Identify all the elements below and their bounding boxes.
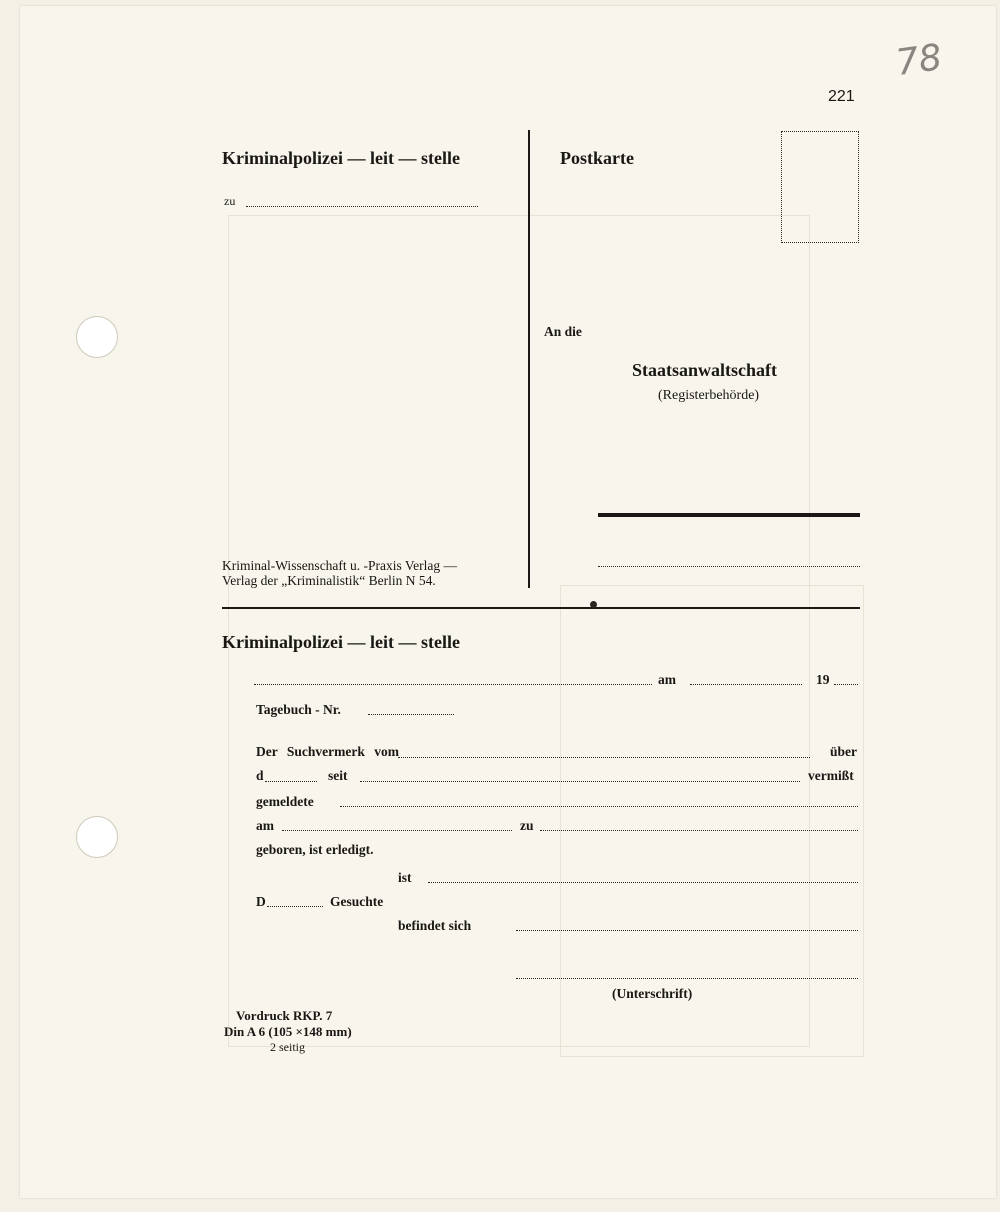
tagebuch-label: Tagebuch - Nr.	[256, 702, 341, 717]
seitig-label: 2 seitig	[270, 1040, 305, 1054]
am-line-2	[282, 830, 512, 831]
handwritten-archive-number: 78	[893, 37, 945, 84]
vermisst-label: vermißt	[808, 768, 854, 783]
punch-hole-top	[76, 316, 118, 358]
address-line-2	[598, 566, 860, 567]
ueber-label: über	[830, 744, 857, 759]
year-line	[834, 684, 858, 685]
card-separator	[222, 607, 860, 609]
d2-line	[267, 906, 323, 907]
befindet-label: befindet sich	[398, 918, 472, 933]
zu-line-2	[540, 830, 858, 831]
der-suchvermerk-label: Der Suchvermerk vom	[256, 744, 399, 759]
postkarte-title: Postkarte	[560, 148, 634, 168]
stamp-box	[781, 131, 859, 243]
bottom-card-heading: Kriminalpolizei — leit — stelle	[222, 632, 460, 652]
seit-line	[360, 781, 800, 782]
date-line	[690, 684, 802, 685]
din-format-label: Din A 6 (105 ×148 mm)	[224, 1024, 352, 1039]
d-line	[265, 781, 317, 782]
vordruck-label: Vordruck RKP. 7	[236, 1008, 333, 1023]
card-divider-vertical	[528, 130, 530, 588]
geboren-label: geboren, ist erledigt.	[256, 842, 374, 857]
gesuchte-label: Gesuchte	[330, 894, 384, 909]
unterschrift-label: (Unterschrift)	[612, 986, 693, 1001]
d-label: d	[256, 768, 264, 783]
zu-line	[246, 206, 478, 207]
ist-line	[428, 882, 858, 883]
reverse-side-frame-lower	[560, 585, 864, 1057]
year-label: 19	[816, 672, 830, 687]
recipient-subtitle: (Registerbehörde)	[658, 388, 760, 403]
recipient-name: Staatsanwaltschaft	[632, 360, 778, 380]
address-underline-heavy	[598, 513, 860, 517]
gemeldete-label: gemeldete	[256, 794, 314, 809]
zu-label: zu	[224, 194, 236, 208]
ink-dot	[590, 601, 597, 608]
suchvermerk-line	[398, 757, 810, 758]
befindet-line	[516, 930, 858, 931]
tagebuch-line	[368, 714, 454, 715]
punch-hole-bottom	[76, 816, 118, 858]
d2-label: D	[256, 894, 266, 909]
an-die-label: An die	[544, 324, 582, 339]
am-label: am	[658, 672, 676, 687]
ist-label: ist	[398, 870, 412, 885]
am-label-2: am	[256, 818, 274, 833]
gemeldete-line	[340, 806, 858, 807]
seit-label: seit	[328, 768, 348, 783]
page-number: 221	[828, 88, 855, 105]
place-line	[254, 684, 652, 685]
zu-label-2: zu	[520, 818, 534, 833]
publisher-line-2: Verlag der „Kriminalistik“ Berlin N 54.	[222, 573, 436, 588]
top-card-heading: Kriminalpolizei — leit — stelle	[222, 148, 460, 168]
signature-line	[516, 978, 858, 979]
publisher-line-1: Kriminal-Wissenschaft u. -Praxis Verlag —	[222, 558, 458, 573]
